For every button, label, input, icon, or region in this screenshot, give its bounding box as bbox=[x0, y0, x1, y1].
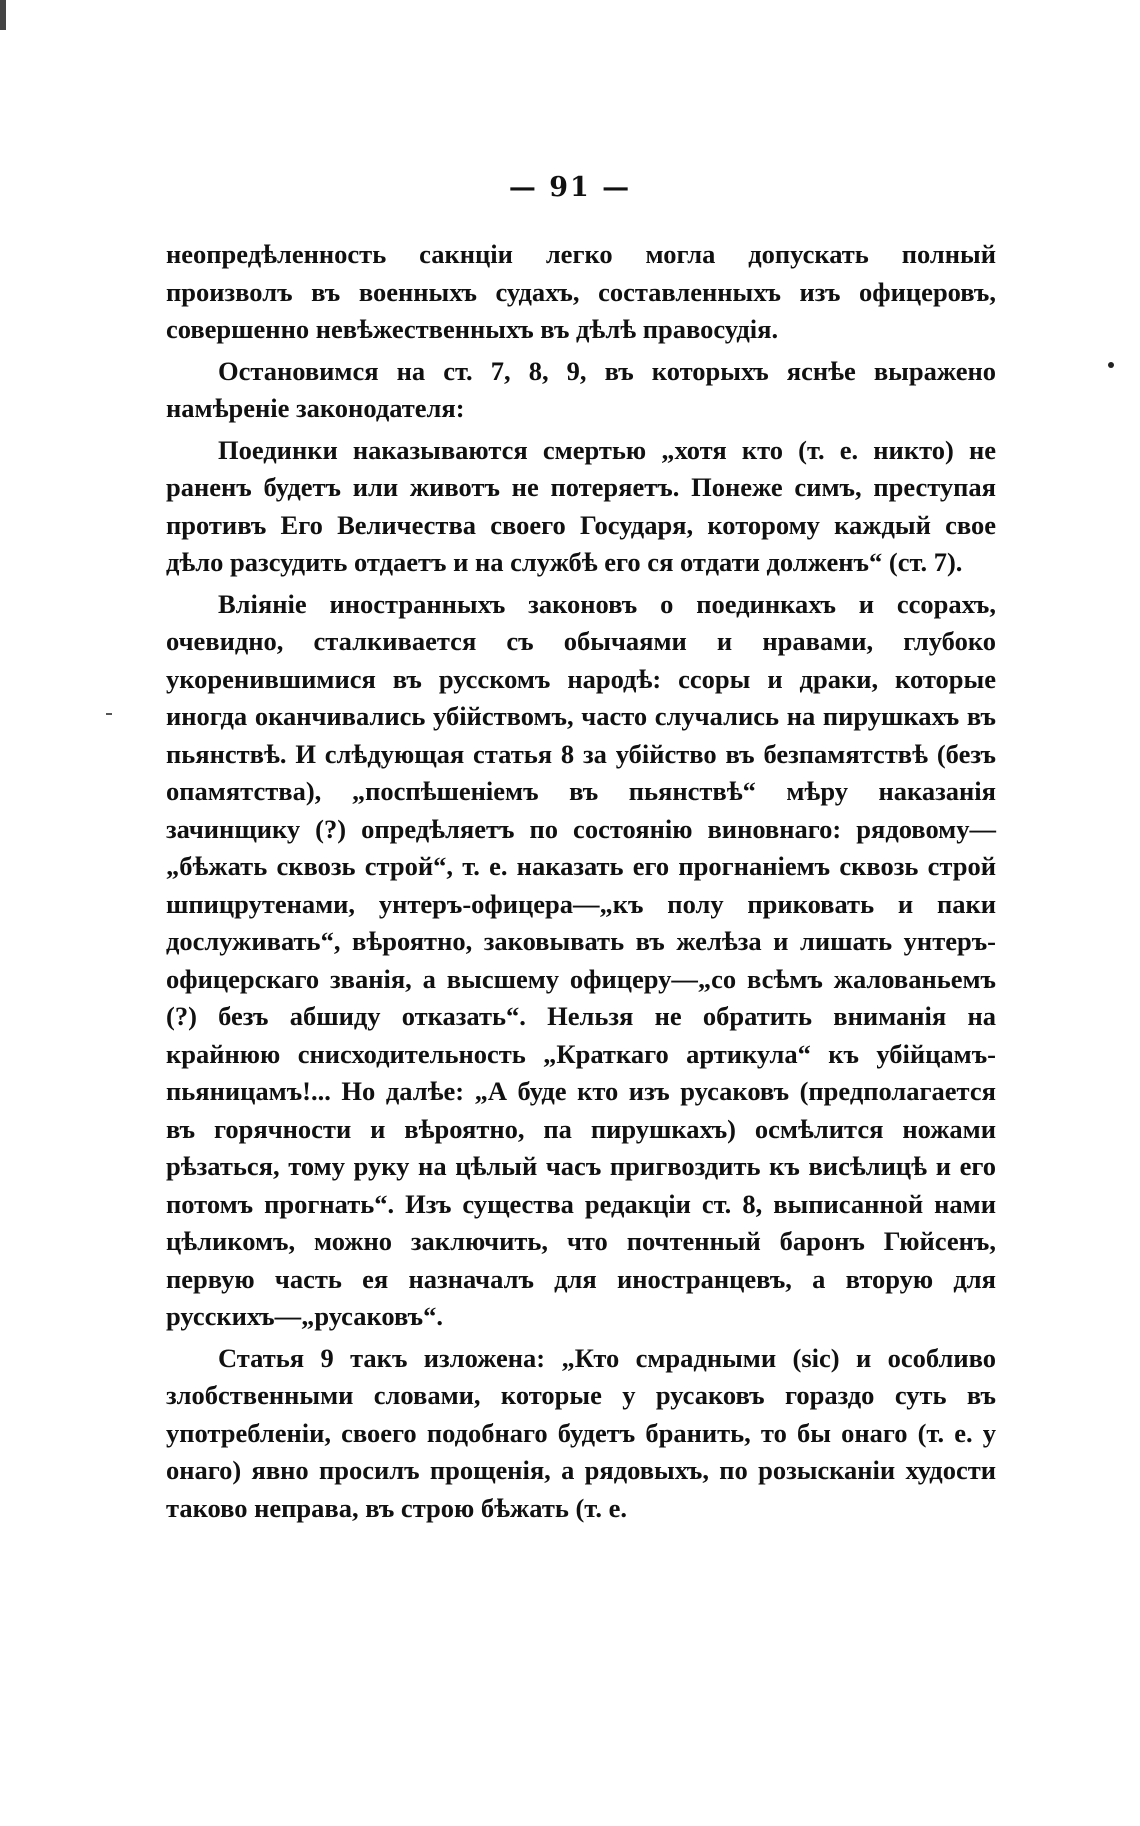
paragraph: Поединки наказываются смертью „хотя кто (т. е. никто) не раненъ будетъ или животъ не потеряетъ. Понеже симъ, преступая противъ Его Величества своего Государя, которому каждый свое дѣло разсудить отдаетъ и на службѣ его ся отдати долженъ“ (ст. 7). bbox=[166, 434, 996, 577]
page-number: — 91 — bbox=[508, 172, 632, 203]
paragraph: Остановимся на ст. 7, 8, 9, въ которыхъ яснѣе выражено намѣреніе законодателя: bbox=[166, 355, 996, 423]
body-text bbox=[166, 236, 996, 1527]
paragraph: Статья 9 такъ изложена: „Кто смрадными (sic) и особливо злобственными словами, которые у русаковъ гораздо суть въ употребленіи, своего подобнаго будетъ бранить, то бы онаго (т. е. у онаго) явно просилъ прощенія, а рядовыхъ, по розысканіи худости таково неправа, въ строю бѣжать (т. е. bbox=[166, 1342, 996, 1523]
scan-edge-mark bbox=[0, 0, 6, 30]
paragraph: Вліяніе иностранныхъ законовъ о поединкахъ и ссорахъ, очевидно, сталкивается съ обычаями и нравами, глубоко укоренившимися въ русскомъ народѣ: ссоры и драки, которые иногда оканчивались убійствомъ, часто случались на пирушкахъ въ пьянствѣ. И слѣдующая статья 8 за убійство въ безпамятствѣ (безъ опамятства), „поспѣшеніемъ въ пьянствѣ“ мѣру наказанія зачинщику (?) опредѣляетъ по состоянію виновнаго: рядовому—„бѣжать сквозь строй“, т. е. наказать его прогнаніемъ сквозь строй шпицрутенами, унтеръ-офицера—„къ полу приковать и паки дослуживать“, вѣроятно, заковывать въ желѣза и лишать унтеръ-офицерскаго званія, а высшему офицеру—„со всѣмъ жалованьемъ (?) безъ абшиду отказать“. Нельзя не обратить вниманія на крайнюю снисходительность „Краткаго артикула“ къ убійцамъ-пьяницамъ!... Но далѣе: „А буде кто изъ русаковъ (предполагается въ горячности и вѣроятно, па пирушкахъ) осмѣлится ножами рѣзаться, тому руку на цѣлый часъ пригвоздить къ висѣлицѣ и его потомъ прогнать“. Изъ существа редакціи ст. 8, выписанной нами цѣликомъ, можно заключить, что почтенный баронъ Гюйсенъ, первую часть ея назначалъ для иностранцевъ, а вторую для русскихъ—„русаковъ“. bbox=[166, 588, 996, 1331]
scan-speck bbox=[1108, 362, 1114, 368]
paragraph: неопредѣленность сакнціи легко могла допускать полный произволъ въ военныхъ судахъ, составленныхъ изъ офицеровъ, совершенно невѣжественныхъ въ дѣлѣ правосудія. bbox=[166, 239, 996, 344]
scan-speck bbox=[106, 713, 112, 715]
